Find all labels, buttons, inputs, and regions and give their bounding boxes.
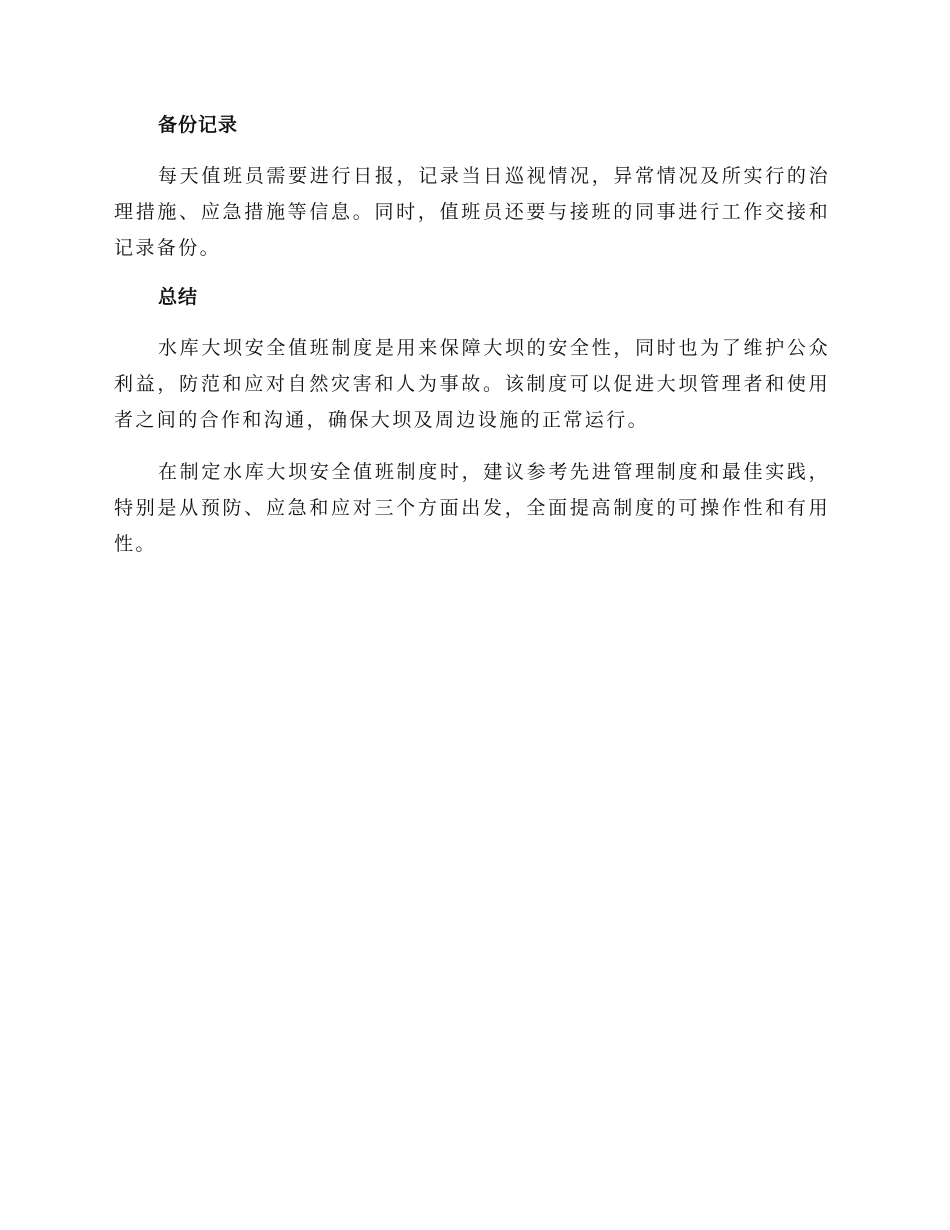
- section-summary: [114, 282, 830, 562]
- paragraph: 每天值班员需要进行日报，记录当日巡视情况，异常情况及所实行的治理措施、应急措施等信息。同时，值班员还要与接班的同事进行工作交接和记录备份。: [114, 165, 830, 259]
- paragraph: 水库大坝安全值班制度是用来保障大坝的安全性，同时也为了维护公众利益，防范和应对自然灾害和人为事故。该制度可以促进大坝管理者和使用者之间的合作和沟通，确保大坝及周边设施的正常运行。: [114, 337, 830, 431]
- paragraph: 在制定水库大坝安全值班制度时，建议参考先进管理制度和最佳实践，特别是从预防、应急和应对三个方面出发，全面提高制度的可操作性和有用性。: [114, 461, 830, 555]
- document-body: [114, 110, 830, 578]
- section-heading: 备份记录: [158, 114, 239, 136]
- section-heading: 总结: [158, 286, 199, 308]
- section-backup-records: [114, 110, 830, 266]
